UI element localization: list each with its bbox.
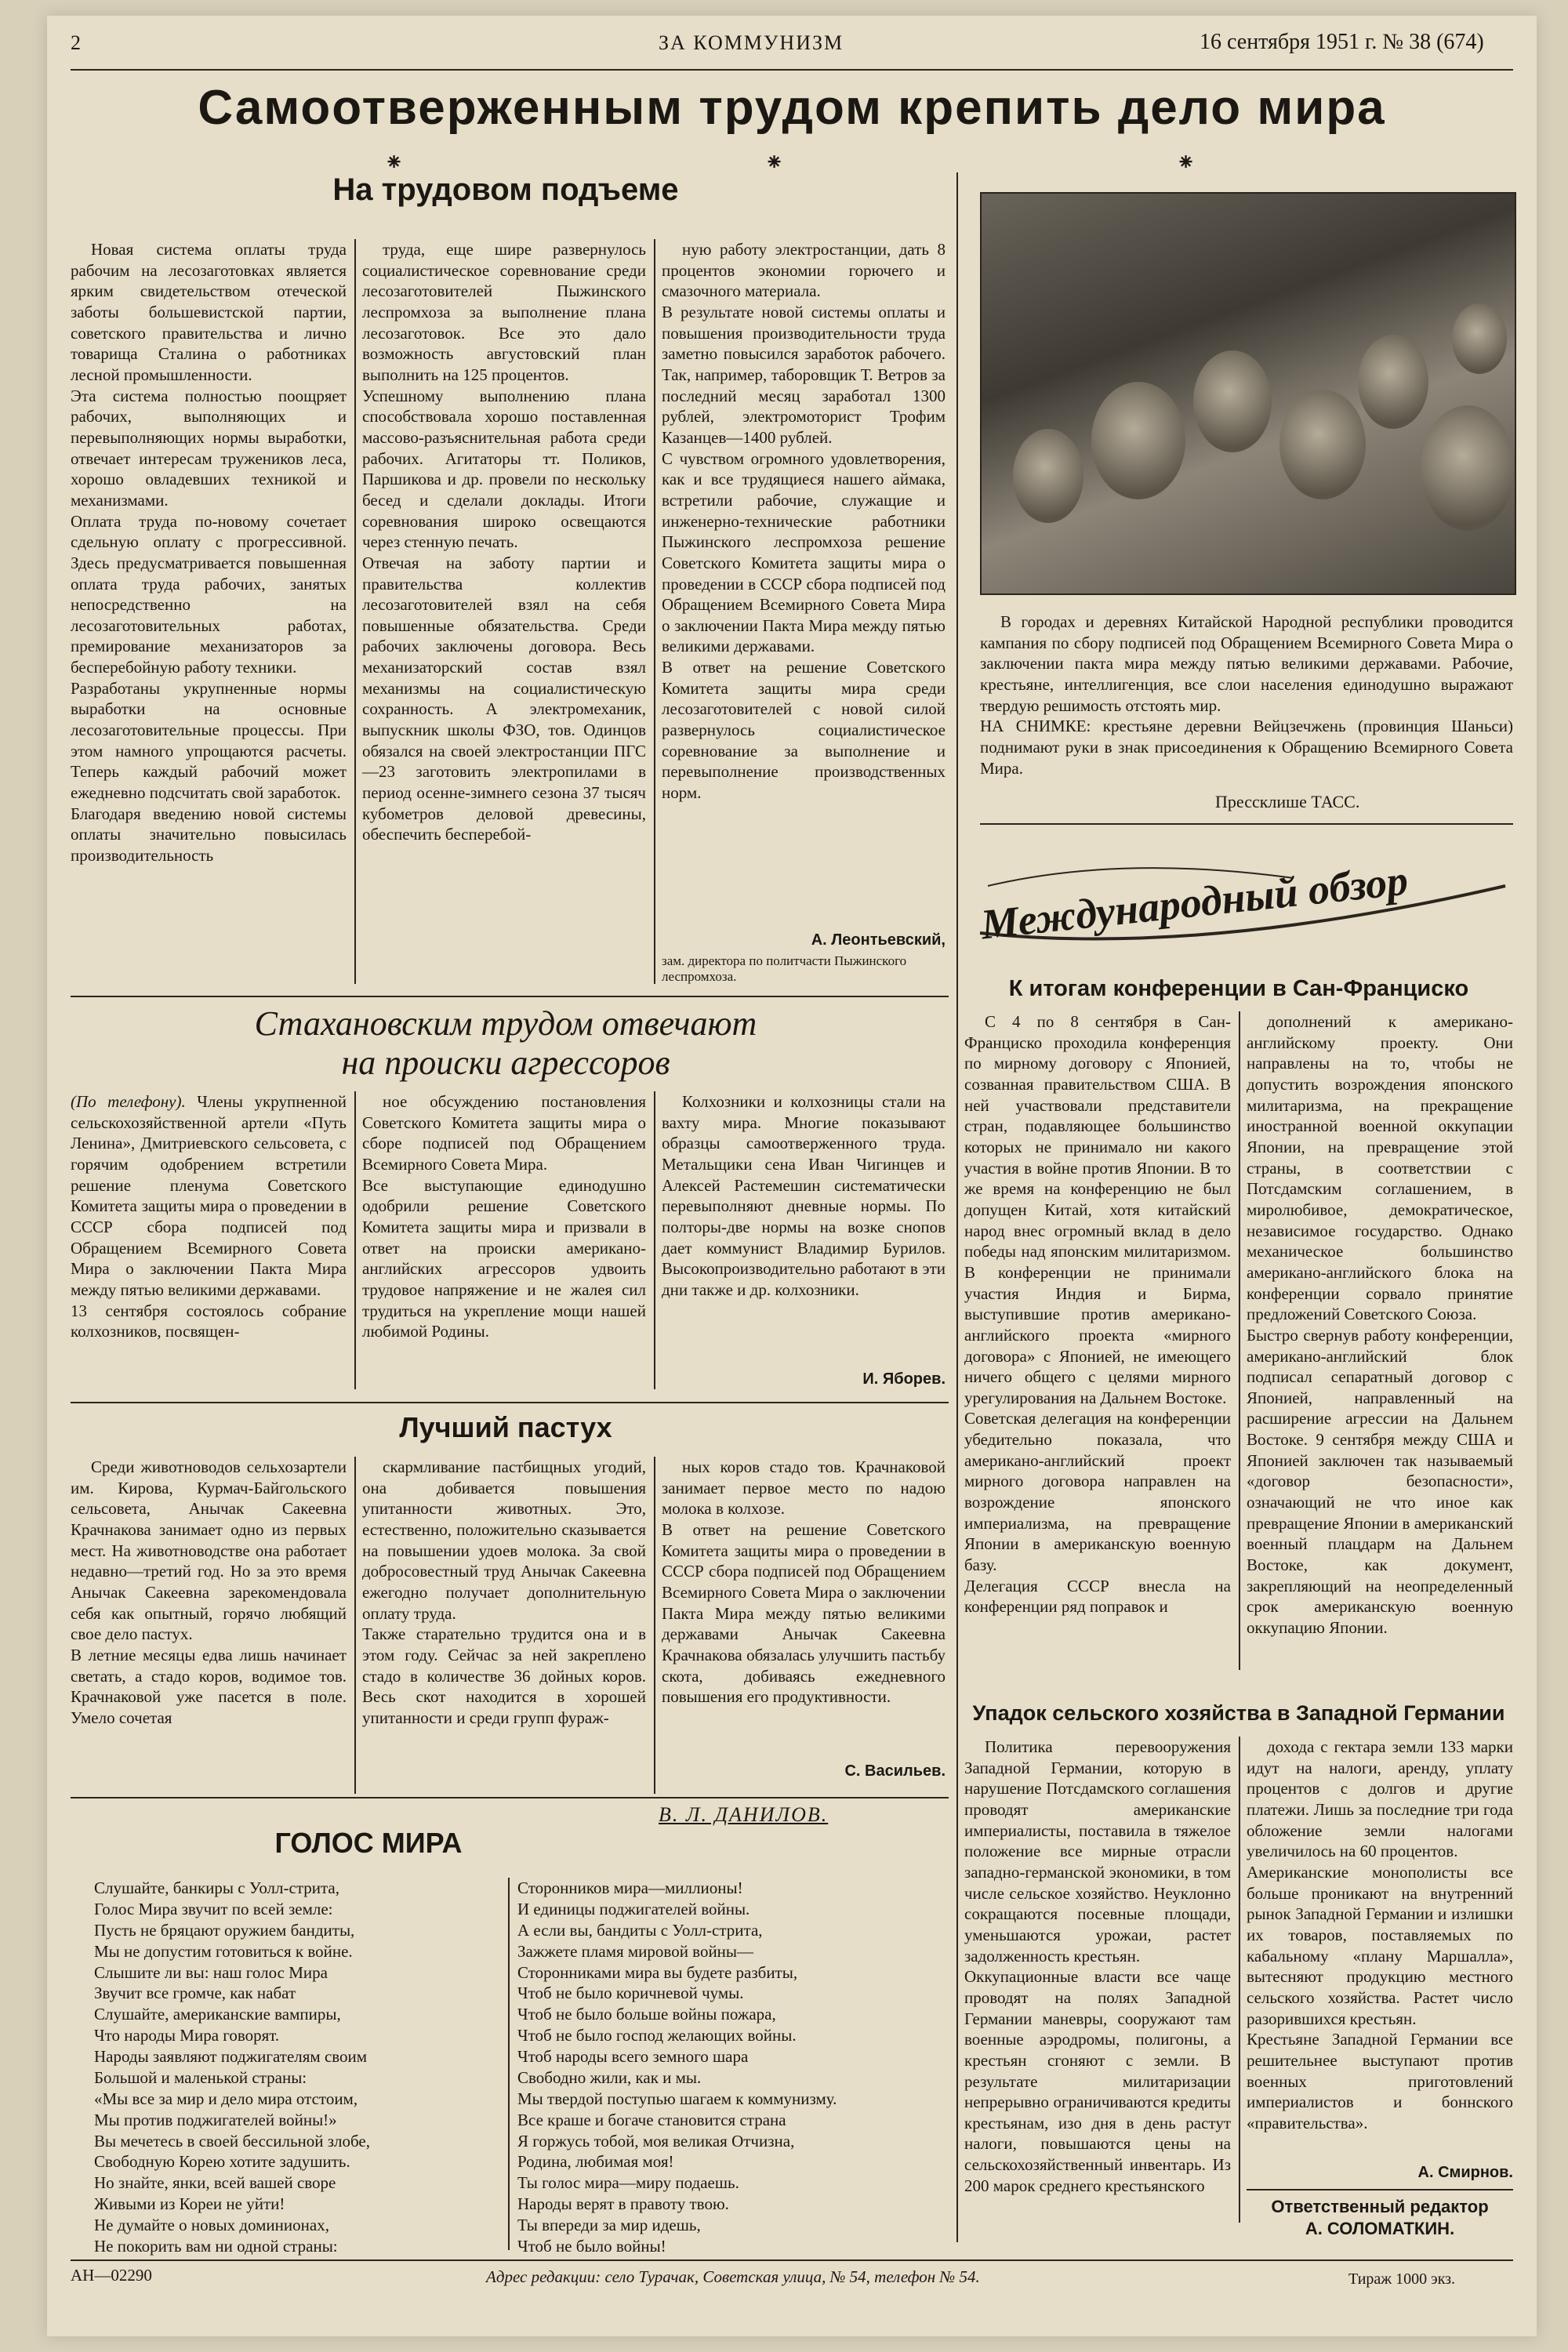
article-title: Упадок сельского хозяйства в Западной Германии (972, 1701, 1505, 1725)
column-rule (654, 1091, 655, 1389)
poem-author: В. Л. ДАНИЛОВ. (659, 1803, 829, 1826)
newspaper-name: ЗА КОММУНИЗМ (659, 31, 844, 54)
column-rule (654, 239, 655, 984)
section-rule (1247, 2189, 1513, 2190)
column-rule (654, 1457, 655, 1794)
editorial-address: Адрес редакции: село Турачак, Советская улица, № 54, телефон № 54. (486, 2267, 980, 2286)
signature-note: зам. директора по политчасти Пыжинского леспромхоза. (662, 953, 907, 985)
review-subtitle: К итогам конференции в Сан-Франциско (1008, 976, 1469, 1001)
article-column: труда, еще шире развернулось социалистическое соревнование среди лесозаготовителей Пыжинского леспромхоза за выполнение плана лесозаготовок. Все это дало возможность августовский план выполнить на 125 процентов. Успешному выполнению плана способствовала хорошо поставленная массово-разъяснительная работа среди рабочих. Агитаторы тт. Поликов, Паршикова и др. провели по нескольку бесед и сделали доклады. Итоги соревнования широко освещаются через стенную печать. Отвечая на заботу партии и правительства коллектив лесозаготовителей взял на себя повышенные обязательства. Среди рабочих заключены договора. Весь механизаторский состав взял механизмы на социалистическую сохранность. А электромеханик, выпускник школы ФЗО, тов. Одинцов обязался на своей электростанции ПГС—23 заготовить электропилами в период осенне-зимнего сезона 37 тысяч кубометров деловой древесины, обеспечить бесперебой- (362, 240, 646, 844)
article-signature: С. Васильев. (844, 1762, 946, 1780)
article-column: Политика перевооружения Западной Германии, которую в нарушение Потсдамского соглашения проводят американские империалисты, поставила в тяжелое положение все мирные отрасли западно-германской экономики, в том числе сельское хозяйство. Неуклонно сокращаются посевные площади, уменьшаются урожаи, растет задолженность крестьян. Оккупационные власти все чаще проводят на полях Западной Германии маневры, сооружают там военные аэродромы, полигоны, а крестьян сгоняют с земли. В результате милитаризации непрерывно ограничиваются кредиты крестьянам, изо дня в день растут налоги, повышаются цены на сельскохозяйственный инвентарь. Из 200 марок среднего крестьянского (964, 1737, 1231, 2195)
issue-date: 16 сентября 1951 г. № 38 (674) (1200, 30, 1484, 54)
ornament: ⁕ (384, 150, 405, 176)
ornament: ⁕ (1176, 150, 1196, 176)
article-lead: (По телефону). (71, 1092, 186, 1111)
column-rule (956, 172, 958, 2242)
ornament: ⁕ (764, 150, 785, 176)
article-column: ную работу электростанции, дать 8 процентов экономии горючего и смазочного материала. В результате новой системы оплаты и повышения производительности труда заметно повысился заработок рабочего. Так, например, таборовщик Т. Ветров за последний месяц заработал 1300 рублей, электромоторист Трофим Казанцев—1400 рублей. С чувством огромного удовлетворения, как и все трудящиеся нашего аймака, встретили рабочие, служащие и инженерно-технические работники Пыжинского леспромхоза решение Советского Комитета защиты мира о проведении в СССР сбора подписей под Обращением Всемирного Совета Мира о заключении Пакта Мира между пятью великими державами. В ответ на решение Советского Комитета защиты мира среди лесозаготовителей с новой силой развернулось социалистическое соревнование за выполнение и перевыполнение производственных норм. (662, 240, 946, 803)
circulation: Тираж 1000 экз. (1348, 2270, 1456, 2288)
main-headline: Самоотверженным трудом крепить дело мира (198, 81, 1386, 135)
article-column: ных коров стадо тов. Крачнаковой занимает первое место по надою молока в колхозе. В ответ на решение Советского Комитета защиты мира о проведении в СССР сбора подписей под Обращением Всемирного Совета Мира о заключении Пакта Мира между пятью великими державами Анычак Сакеевна Крачнакова обязалась улучшить пастьбу скота, добиваясь ежедневного повышения его продуктивности. (662, 1457, 946, 1707)
poem-column: Слушайте, банкиры с Уолл-стрита, Голос Мира звучит по всей земле: Пусть не бряцают оружием бандиты, Мы не допустим готовиться к войне. Слышите ли вы: наш голос Мира Звучит все громче, как набат Слушайте, американские вампиры, Что народы Мира говорят. Народы заявляют поджигателям своим Большой и маленькой страны: «Мы все за мир и дело мира отстоим, Мы против поджигателей войны!» Вы мечетесь в своей бессильной злобе, Свободную Корею хотите задушить. Но знайте, янки, всей вашей своре Живыми из Кореи не уйти! Не думайте о новых доминионах, Не покорить вам ни одной страны: (94, 1878, 370, 2256)
news-photo (980, 192, 1516, 595)
photo-credit: Прессклише ТАСС. (1215, 792, 1360, 811)
column-rule (1239, 1011, 1240, 1670)
article-title: На трудовом подъеме (332, 172, 679, 207)
poem-title: ГОЛОС МИРА (274, 1827, 463, 1859)
article-column: ное обсуждению постановления Советского Комитета защиты мира о сборе подписей под Обращением Всемирного Совета Мира. Все выступающие единодушно одобрили решение Советского Комитета защиты мира и призвали в ответ на происки американо-английских агрессоров удвоить трудовое напряжение и не жалея сил трудиться на укрепление мощи нашей любимой Родины. (362, 1092, 646, 1341)
article-signature: И. Яборев. (862, 1370, 946, 1388)
photo-caption: В городах и деревнях Китайской Народной республики проводится кампания по сбору подписей под Обращением Всемирного Совета Мира о заключении пакта мира между пятью великими державами. Рабочие, крестьяне, интеллигенция, все слои населения единодушно выражают твердую решимость отстоять мир. НА СНИМКЕ: крестьяне деревни Вейцзечжень (провинция Шаньси) поднимают руки в знак присоединения к Обращению Всемирного Совета Мира. (980, 612, 1513, 778)
article-column: Колхозники и колхозницы стали на вахту мира. Многие показывают образцы самоотверженного труда. Метальщики сена Иван Чигинцев и Алексей Растемешин систематически перевыполняют дневные нормы. По полторы-две нормы на возке снопов дает коммунист Владимир Бурилов. Высокопроизводительно работают в эти дни также и др. колхозники. (662, 1092, 946, 1299)
page-number: 2 (71, 31, 82, 54)
print-code: АН—02290 (71, 2266, 152, 2285)
article-signature: А. Леонтьевский, (811, 931, 946, 949)
article-column: (По телефону). Члены укрупненной сельскохозяйственной артели «Путь Ленина», Дмитриевского сельсовета, с горячим одобрением встретили решение пленума Советского Комитета защиты мира о проведении в СССР сбора подписей под Обращением Всемирного Совета Мира о заключении Пакта Мира между пятью великими державами. 13 сентября состоялось собрание колхозников, посвящен- (71, 1092, 347, 1341)
editor-title: Ответственный редактор (1271, 2197, 1489, 2216)
column-rule (1239, 1737, 1240, 2223)
section-rule (71, 1797, 949, 1798)
article-column: Новая система оплаты труда рабочим на лесозаготовках является ярким свидетельством отеческой заботы большевистской партии, советского правительства и лично товарища Сталина о работниках лесной промышленности. Эта система полностью поощряет рабочих, выполняющих и перевыполняющих нормы выработки, отвечает интересам тружеников леса, хорошо овладевших техникой и механизмами. Оплата труда по-новому сочетает сдельную оплату с прогрессивной. Здесь предусматривается повышенная оплата труда рабочих, занятых непосредственно на лесозаготовительных работах, премирование механизаторов за бесперебойную работу техники. Разработаны укрупненные нормы выработки на основные лесозаготовительные процессы. При этом намного упрощаются расчеты. Теперь каждый рабочий может ежедневно подсчитать свой заработок. Благодаря введению новой системы оплаты значительно повысилась производительность (71, 240, 347, 866)
article-column: Среди животноводов сельхозартели им. Кирова, Курмач-Байгольского сельсовета, Анычак Сакеевна Крачнакова занимает одно из первых мест. На животноводстве она работает недавно—третий год. Но за это время Анычак Сакеевна зарекомендовала себя как опытный, горячо любящий свое дело пастух. В летние месяцы едва лишь начинает светать, а стадо коров, водимое тов. Крачнаковой уже пасется в поле. Умело сочетая (71, 1457, 347, 1727)
section-rule (980, 823, 1513, 825)
column-rule (508, 1878, 510, 2250)
article-column: скармливание пастбищных угодий, она добивается повышения упитанности животных. Это, естественно, положительно сказывается на повышении удоев молока. За свой добросовестный труд Анычак Сакеевна ежегодно получает дополнительную оплату труда. Также старательно трудится она и в этом году. Сейчас за ней закреплено стадо в количестве 36 дойных коров. Весь скот находится в хорошей упитанности и среди групп фураж- (362, 1457, 646, 1727)
review-column: дополнений к американо-английскому проекту. Они направлены на то, чтобы не допустить возрождения японского милитаризма, на прекращение иностранной военной оккупации Японии, на превращение этой страны, в соответствии с Потсдамским соглашением, в миролюбивое, демократическое, независимое государство. Однако механическое большинство американо-английского блока на конференции сорвало принятие предложений Советского Союза. Быстро свернув работу конференции, американо-английский блок подписал сепаратный договор с Японией, направленный на расширение агрессии на Дальнем Востоке. 9 сентября между США и Японией заключен так называемый «договор безопасности», означающий не что иное как превращение Японии в американский военный плацдарм на Дальнем Востоке, как документ, закрепляющий на неопределенный срок американскую военную оккупацию Японии. (1247, 1012, 1513, 1638)
header-rule (71, 69, 1513, 71)
poem-column: Сторонников мира—миллионы! И единицы поджигателей войны. А если вы, бандиты с Уолл-стрита, Зажжете пламя мировой войны— Сторонниками мира вы будете разбиты, Чтоб не было коричневой чумы. Чтоб не было больше войны пожара, Чтоб не было господ желающих войны. Чтоб народы всего земного шара Свободно жили, как и мы. Мы твердой поступью шагаем к коммунизму. Все краше и богаче становится страна Я горжусь тобой, моя великая Отчизна, Родина, любимая моя! Ты голос мира—миру подаешь. Народы верят в правоту твою. Ты впереди за мир идешь, Чтоб не было войны! (517, 1878, 837, 2256)
article-column: дохода с гектара земли 133 марки идут на налоги, аренду, уплату процентов с долгов и другие платежи. Лишь за последние три года обложение земли налогами увеличилось на 60 процентов. Американские монополисты все больше проникают на внутренний рынок Западной Германии и излишки их товаров, поставляемых по кабальному «плану Маршалла», вытесняют продукцию местного сельского хозяйства. Растет число разорившихся крестьян. Крестьяне Западной Германии все решительнее выступают против военных приготовлений империалистов и боннского «правительства». (1247, 1737, 1513, 2132)
column-rule (354, 239, 356, 984)
review-banner-text: Международный обзор (978, 856, 1410, 949)
column-rule (354, 1091, 356, 1389)
review-banner (964, 839, 1521, 964)
article-title-line2: на происки агрессоров (341, 1044, 670, 1082)
article-title-line1: Стахановским трудом отвечают (254, 1004, 757, 1043)
section-rule (71, 996, 949, 997)
footer-rule (71, 2259, 1513, 2261)
review-column: С 4 по 8 сентября в Сан-Франциско проходила конференция по мирному договору с Японией, созванная правительством США. В ней участвовали представители стран, подавляющее большинство которых не принимало ни какого участия в войне против Японии. В то же время на конференцию не был допущен Китай, хотя китайский народ внес огромный вклад в дело победы над японским милитаризмом. В конференции не принимали участия Индия и Бирма, выступившие против американо-английского проекта «мирного договора» с Японией, не имеющего ничего общего с целями мирного урегулирования на Дальнем Востоке. Советская делегация на конференции убедительно показала, что американо-английский проект мирного договора направлен на возрождение японского империализма, на превращение Японии в американскую военную базу. Делегация СССР внесла на конференции ряд поправок и (964, 1012, 1231, 1617)
column-rule (354, 1457, 356, 1794)
section-rule (71, 1402, 949, 1403)
newspaper-page (47, 16, 1537, 2336)
article-title: Лучший пастух (399, 1411, 612, 1443)
editor-name: А. СОЛОМАТКИН. (1305, 2219, 1455, 2238)
article-signature: А. Смирнов. (1417, 2164, 1513, 2181)
